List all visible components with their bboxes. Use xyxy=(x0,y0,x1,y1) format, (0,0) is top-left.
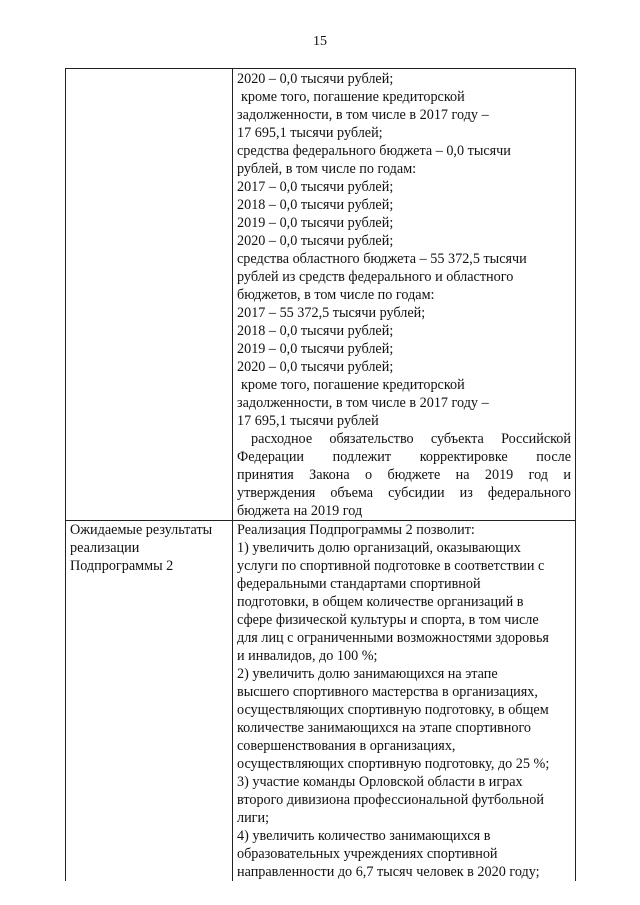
financing-line: 2017 – 0,0 тысячи рублей; xyxy=(237,179,394,195)
financing-line: 2020 – 0,0 тысячи рублей; xyxy=(237,71,394,87)
expected-results-line: второго дивизиона профессиональной футбольной xyxy=(237,792,544,808)
obligation-note-line: утверждения объема субсидии из федерального xyxy=(237,485,571,501)
expected-results-line: 1) увеличить долю организаций, оказывающих xyxy=(237,540,521,556)
expected-results-label-line: Ожидаемые результаты xyxy=(70,522,213,538)
expected-results-line: 3) участие команды Орловской области в играх xyxy=(237,774,523,790)
expected-results-line: осуществляющих спортивную подготовку, до 25 %; xyxy=(237,756,550,772)
expected-results-label-cell xyxy=(66,521,233,882)
financing-line: задолженности, в том числе в 2017 году – xyxy=(237,395,489,411)
financing-line: 2017 – 55 372,5 тысячи рублей; xyxy=(237,305,426,321)
expected-results-line: Реализация Подпрограммы 2 позволит: xyxy=(237,522,475,538)
obligation-note-line: бюджета на 2019 год xyxy=(237,503,363,519)
expected-results-row xyxy=(66,521,576,882)
expected-results-line: направленности до 6,7 тысяч человек в 2020 году; xyxy=(237,864,540,880)
financing-text-cell xyxy=(233,69,576,521)
financing-line: средства областного бюджета – 55 372,5 тысячи xyxy=(237,251,527,267)
expected-results-line: 4) увеличить количество занимающихся в xyxy=(237,828,491,844)
expected-results-line: подготовки, в общем количестве организаций в xyxy=(237,594,524,610)
expected-results-line: совершенствования в организациях, xyxy=(237,738,456,754)
expected-results-line: для лиц с ограниченными возможностями здоровья xyxy=(237,630,549,646)
expected-results-line: и инвалидов, до 100 %; xyxy=(237,648,378,664)
obligation-note-line: расходное обязательство субъекта Российской xyxy=(251,431,571,447)
expected-results-line: сфере физической культуры и спорта, в том числе xyxy=(237,612,539,628)
expected-results-line: количестве занимающихся на этапе спортивного xyxy=(237,720,532,736)
financing-line: 17 695,1 тысячи рублей xyxy=(237,413,379,429)
financing-line: 2018 – 0,0 тысячи рублей; xyxy=(237,323,394,339)
financing-line: кроме того, погашение кредиторской xyxy=(241,89,465,105)
expected-results-label-line: реализации xyxy=(70,540,140,556)
financing-row xyxy=(66,69,576,521)
page-number: 15 xyxy=(313,34,327,49)
obligation-note-line: Федерации подлежит корректировке после xyxy=(237,449,571,465)
expected-results-line: лиги; xyxy=(237,810,270,826)
expected-results-line: 2) увеличить долю занимающихся на этапе xyxy=(237,666,498,682)
financing-line: рублей из средств федерального и областного xyxy=(237,269,514,285)
expected-results-line: высшего спортивного мастерства в организациях, xyxy=(237,684,538,700)
financing-line: рублей, в том числе по годам: xyxy=(237,161,417,177)
financing-line: 17 695,1 тысячи рублей; xyxy=(237,125,383,141)
financing-label-cell xyxy=(66,69,233,521)
expected-results-line: образовательных учреждениях спортивной xyxy=(237,846,498,862)
financing-line: средства федерального бюджета – 0,0 тысячи xyxy=(237,143,511,159)
financing-line: 2019 – 0,0 тысячи рублей; xyxy=(237,215,394,231)
financing-line: бюджетов, в том числе по годам: xyxy=(237,287,435,303)
expected-results-line: федеральными стандартами спортивной xyxy=(237,576,481,592)
obligation-note-line: принятия Закона о бюджете на 2019 год и xyxy=(237,467,571,483)
expected-results-label-line: Подпрограммы 2 xyxy=(70,558,174,574)
expected-results-line: осуществляющих спортивную подготовку, в общем xyxy=(237,702,549,718)
financing-line: 2020 – 0,0 тысячи рублей; xyxy=(237,233,394,249)
financing-line: кроме того, погашение кредиторской xyxy=(241,377,465,393)
financing-line: задолженности, в том числе в 2017 году – xyxy=(237,107,489,123)
financing-line: 2018 – 0,0 тысячи рублей; xyxy=(237,197,394,213)
expected-results-line: услуги по спортивной подготовке в соответствии с xyxy=(237,558,545,574)
expected-results-text-cell xyxy=(233,521,576,882)
subprogram-table xyxy=(65,68,576,881)
financing-line: 2020 – 0,0 тысячи рублей; xyxy=(237,359,394,375)
financing-line: 2019 – 0,0 тысячи рублей; xyxy=(237,341,394,357)
